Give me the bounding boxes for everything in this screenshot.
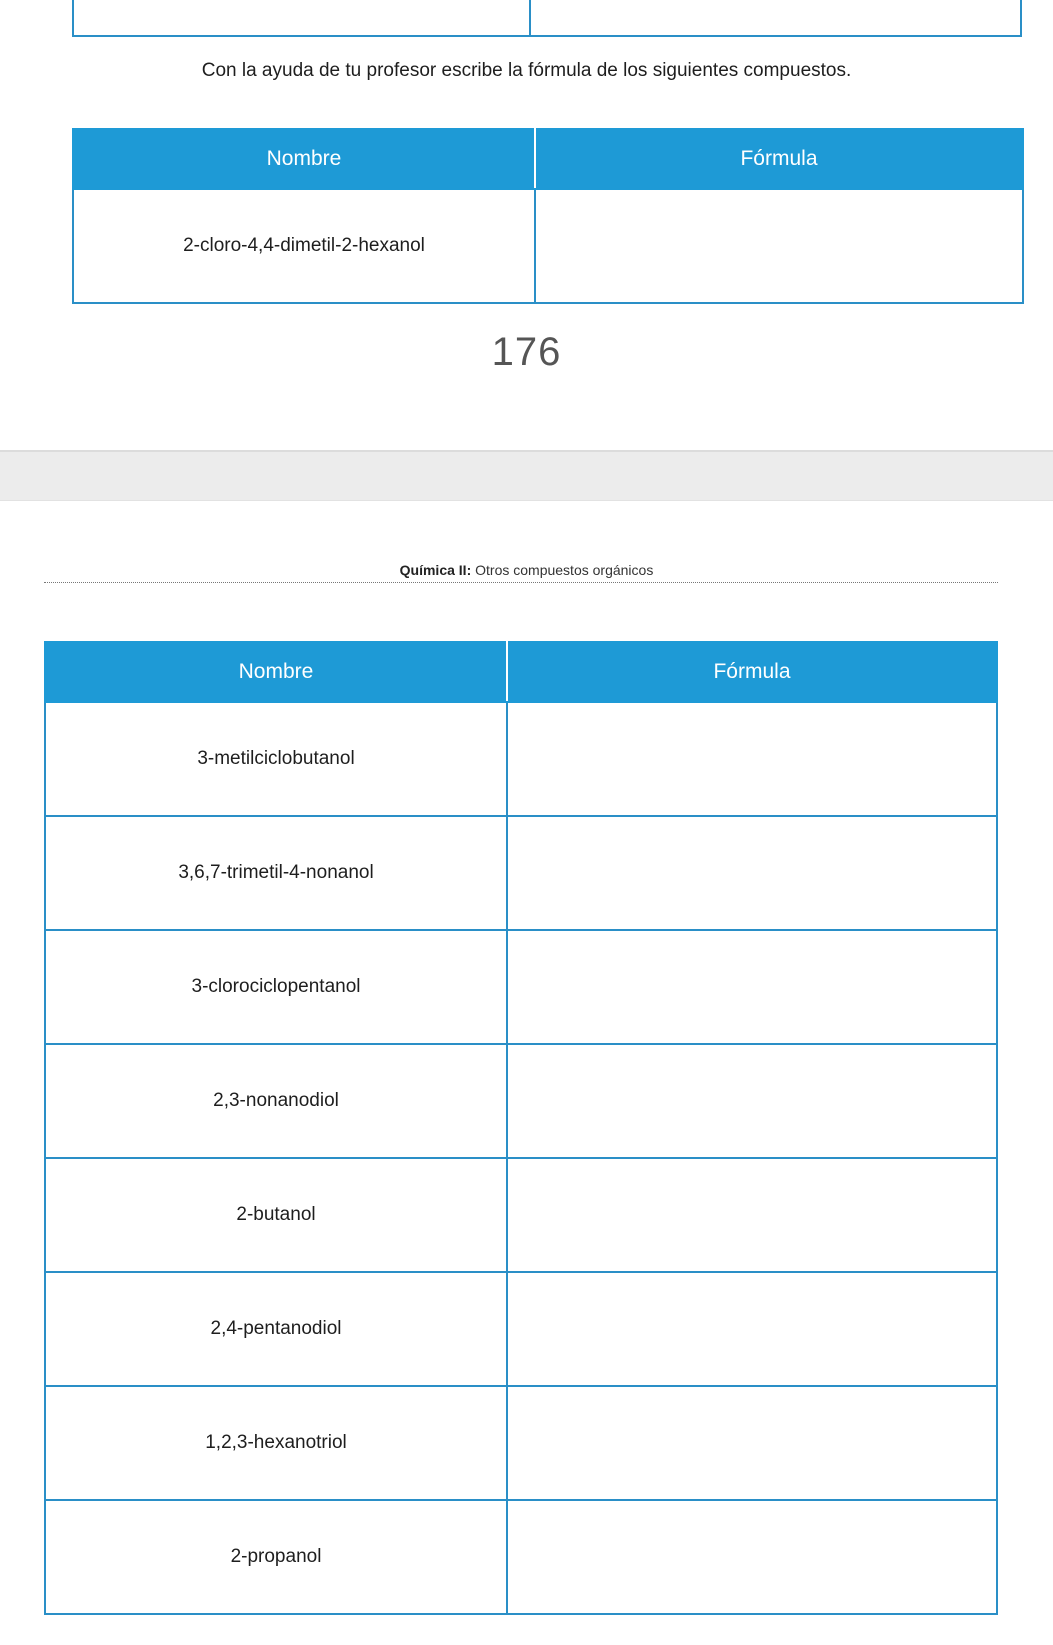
table-row	[45, 702, 997, 816]
compound-name: 2-cloro-4,4-dimetil-2-hexanol	[73, 189, 535, 303]
compound-name: 1,2,3-hexanotriol	[45, 1386, 507, 1500]
running-header-topic: Otros compuestos orgánicos	[475, 562, 654, 578]
header-divider	[44, 582, 998, 583]
compound-name: 3-metilciclobutanol	[45, 702, 507, 816]
compound-name: 2-propanol	[45, 1500, 507, 1614]
remnant-cell-nombre	[74, 0, 531, 35]
running-header	[0, 562, 1053, 578]
formula-answer-cell[interactable]	[535, 189, 1023, 303]
table-row	[45, 1158, 997, 1272]
formula-answer-cell[interactable]	[507, 1044, 997, 1158]
header-nombre: Nombre	[45, 642, 507, 702]
header-formula: Fórmula	[535, 129, 1023, 189]
page-number: 176	[491, 330, 562, 374]
header-nombre: Nombre	[73, 129, 535, 189]
formula-answer-cell[interactable]	[507, 702, 997, 816]
table-header-row	[73, 129, 1023, 189]
table-row	[45, 1272, 997, 1386]
header-formula: Fórmula	[507, 642, 997, 702]
previous-table-remnant	[72, 0, 1022, 37]
formula-answer-cell[interactable]	[507, 930, 997, 1044]
remnant-cell-formula[interactable]	[531, 0, 1020, 35]
compound-name: 2,3-nonanodiol	[45, 1044, 507, 1158]
table-header-row	[45, 642, 997, 702]
formula-answer-cell[interactable]	[507, 1500, 997, 1614]
formula-answer-cell[interactable]	[507, 1386, 997, 1500]
table-row	[45, 816, 997, 930]
instruction-text: Con la ayuda de tu profesor escribe la fórmula de los siguientes compuestos.	[201, 60, 852, 81]
compound-name: 2,4-pentanodiol	[45, 1272, 507, 1386]
formula-answer-cell[interactable]	[507, 816, 997, 930]
table-row	[45, 1386, 997, 1500]
table-row	[45, 1500, 997, 1614]
running-header-subject: Química II:	[399, 562, 472, 578]
compound-name: 2-butanol	[45, 1158, 507, 1272]
formula-answer-cell[interactable]	[507, 1158, 997, 1272]
table-row	[73, 189, 1023, 303]
compound-table-1	[72, 128, 1024, 304]
formula-answer-cell[interactable]	[507, 1272, 997, 1386]
compound-table-2	[44, 641, 998, 1615]
compound-name: 3-clorociclopentanol	[45, 930, 507, 1044]
page-separator	[0, 450, 1053, 501]
table-row	[45, 1044, 997, 1158]
table-row	[45, 930, 997, 1044]
compound-name: 3,6,7-trimetil-4-nonanol	[45, 816, 507, 930]
